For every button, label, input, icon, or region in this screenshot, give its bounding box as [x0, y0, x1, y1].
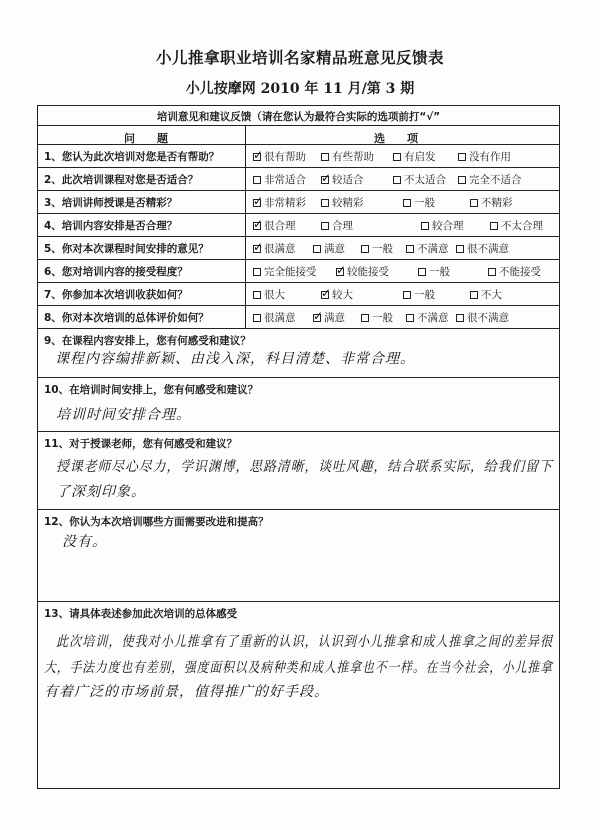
question-label: 3、培训讲师授课是否精彩？ [44, 197, 178, 209]
option-label: 一般 [429, 266, 450, 278]
question-label: 5、你对本次课程时间安排的意见？ [44, 243, 209, 255]
checked-box-icon[interactable] [321, 176, 329, 184]
checkbox-icon[interactable] [361, 245, 369, 253]
option-checkbox[interactable] [406, 241, 449, 256]
checkbox-icon[interactable] [458, 176, 466, 184]
option-label: 很大 [264, 289, 285, 301]
open-question-label: 9、在课程内容安排上，您有何感受和建议？ [44, 335, 251, 347]
option-checkbox[interactable] [313, 310, 345, 325]
option-label: 较大 [332, 289, 353, 301]
open-question-label: 12、你认为本次培训哪些方面需要改进和提高？ [44, 516, 269, 528]
checkbox-icon[interactable] [313, 245, 321, 253]
checked-box-icon[interactable] [321, 291, 329, 299]
option-checkbox[interactable] [421, 218, 464, 233]
option-checkbox[interactable] [253, 264, 317, 279]
option-label: 一般 [372, 243, 393, 255]
option-label: 一般 [372, 312, 393, 324]
option-checkbox[interactable] [313, 241, 345, 256]
handwritten-answer: 此次培训，使我对小儿推拿有了重新的认识，认识到小儿推拿和成人推拿之间的差异很 [56, 634, 554, 650]
checkbox-icon[interactable] [321, 153, 329, 161]
checked-box-icon[interactable] [336, 268, 344, 276]
option-label: 不能接受 [499, 266, 541, 278]
option-checkbox[interactable] [393, 172, 446, 187]
checked-box-icon[interactable] [253, 222, 261, 230]
option-label: 不太适合 [404, 174, 446, 186]
option-label: 很满意 [264, 243, 296, 255]
handwritten-answer: 有着广泛的市场前景，值得推广的好手段。 [44, 684, 329, 700]
option-label: 完全不适合 [469, 174, 522, 186]
checkbox-icon[interactable] [458, 153, 466, 161]
option-checkbox[interactable] [458, 149, 511, 164]
handwritten-answer: 培训时间安排合理。 [56, 407, 191, 423]
checkbox-icon[interactable] [253, 268, 261, 276]
form-title: 小儿推拿职业培训名家精品班意见反馈表 [155, 49, 444, 67]
checked-box-icon[interactable] [253, 245, 261, 253]
checkbox-icon[interactable] [490, 222, 498, 230]
checkbox-icon[interactable] [456, 245, 464, 253]
option-checkbox[interactable] [406, 310, 449, 325]
option-label: 不满意 [417, 243, 449, 255]
handwritten-answer: 没有。 [62, 534, 107, 550]
option-checkbox[interactable] [253, 149, 306, 164]
checkbox-icon[interactable] [470, 291, 478, 299]
checked-box-icon[interactable] [253, 153, 261, 161]
option-checkbox[interactable] [456, 241, 509, 256]
question-label: 1、您认为此次培训对您是否有帮助？ [44, 151, 220, 163]
option-label: 很不满意 [467, 312, 509, 324]
option-checkbox[interactable] [321, 218, 353, 233]
checkbox-icon[interactable] [421, 222, 429, 230]
column-header-question: 问 题 [124, 132, 168, 145]
option-label: 不精彩 [481, 197, 513, 209]
checkbox-icon[interactable] [393, 176, 401, 184]
feedback-table [37, 105, 560, 789]
option-label: 很满意 [264, 312, 296, 324]
question-label: 8、你对本次培训的总体评价如何？ [44, 312, 209, 324]
option-checkbox[interactable] [321, 195, 364, 210]
option-checkbox[interactable] [321, 287, 353, 302]
option-checkbox[interactable] [403, 287, 435, 302]
checkbox-icon[interactable] [418, 268, 426, 276]
checkbox-icon[interactable] [406, 314, 414, 322]
open-question-label: 10、在培训时间安排上，您有何感受和建议？ [44, 384, 259, 396]
option-checkbox[interactable] [458, 172, 522, 187]
option-label: 非常精彩 [264, 197, 306, 209]
option-label: 较合理 [432, 220, 464, 232]
option-checkbox[interactable] [488, 264, 541, 279]
option-label: 非常适合 [264, 174, 306, 186]
handwritten-answer: 授课老师尽心尽力，学识渊博，思路清晰，谈吐风趣，结合联系实际，给我们留下 [56, 459, 553, 475]
option-label: 有启发 [404, 151, 436, 163]
option-checkbox[interactable] [361, 310, 393, 325]
option-checkbox[interactable] [418, 264, 450, 279]
question-label: 2、此次培训课程对您是否适合？ [44, 174, 199, 186]
form-subtitle: 小儿按摩网 2010 年 11 月/第 3 期 [185, 81, 415, 97]
checkbox-icon[interactable] [403, 199, 411, 207]
option-checkbox[interactable] [490, 218, 543, 233]
option-checkbox[interactable] [321, 149, 374, 164]
option-checkbox[interactable] [253, 172, 306, 187]
option-checkbox[interactable] [361, 241, 393, 256]
option-checkbox[interactable] [393, 149, 436, 164]
option-label: 完全能接受 [264, 266, 317, 278]
open-question-label: 13、请具体表述参加此次培训的总体感受 [44, 608, 238, 620]
option-label: 不太合理 [501, 220, 543, 232]
checkbox-icon[interactable] [456, 314, 464, 322]
option-checkbox[interactable] [456, 310, 509, 325]
option-label: 满意 [324, 312, 345, 324]
option-checkbox[interactable] [253, 218, 296, 233]
handwritten-answer: 了深刻印象。 [56, 484, 146, 500]
option-checkbox[interactable] [321, 172, 364, 187]
checkbox-icon[interactable] [361, 314, 369, 322]
option-checkbox[interactable] [403, 195, 435, 210]
option-label: 一般 [414, 289, 435, 301]
option-checkbox[interactable] [253, 310, 296, 325]
option-checkbox[interactable] [336, 264, 389, 279]
open-question-label: 11、对于授课老师，您有何感受和建议？ [44, 438, 238, 450]
checkbox-icon[interactable] [321, 222, 329, 230]
column-header-options: 选 项 [374, 132, 418, 145]
checkbox-icon[interactable] [253, 314, 261, 322]
checkbox-icon[interactable] [470, 199, 478, 207]
handwritten-answer: 大，手法力度也有差别，强度面积以及病种类和成人推拿也不一样。在当今社会，小儿推拿 [44, 660, 553, 676]
checkbox-icon[interactable] [406, 245, 414, 253]
checkbox-icon[interactable] [321, 199, 329, 207]
handwritten-answer: 课程内容编排新颖、由浅入深，科目清楚、非常合理。 [55, 351, 415, 367]
option-label: 满意 [324, 243, 345, 255]
option-label: 较适合 [332, 174, 364, 186]
checked-box-icon[interactable] [253, 199, 261, 207]
checkbox-icon[interactable] [488, 268, 496, 276]
instruction-text: 培训意见和建议反馈（请在您认为最符合实际的选项前打“√” [156, 111, 441, 123]
option-label: 一般 [414, 197, 435, 209]
option-label: 合理 [332, 220, 353, 232]
question-label: 7、你参加本次培训收获如何？ [44, 289, 188, 301]
option-label: 很不满意 [467, 243, 509, 255]
option-label: 有些帮助 [332, 151, 374, 163]
question-label: 4、培训内容安排是否合理？ [44, 220, 178, 232]
option-checkbox[interactable] [253, 287, 285, 302]
option-checkbox[interactable] [253, 195, 306, 210]
option-checkbox[interactable] [253, 241, 296, 256]
option-checkbox[interactable] [470, 287, 502, 302]
option-label: 不满意 [417, 312, 449, 324]
checkbox-icon[interactable] [403, 291, 411, 299]
option-label: 不大 [481, 289, 502, 301]
option-checkbox[interactable] [470, 195, 513, 210]
option-label: 较能接受 [347, 266, 389, 278]
checkbox-icon[interactable] [253, 176, 261, 184]
checkbox-icon[interactable] [393, 153, 401, 161]
option-label: 很合理 [264, 220, 296, 232]
option-label: 较精彩 [332, 197, 364, 209]
checkbox-icon[interactable] [253, 291, 261, 299]
question-label: 6、您对培训内容的接受程度？ [44, 266, 188, 278]
checked-box-icon[interactable] [313, 314, 321, 322]
option-label: 没有作用 [469, 151, 511, 163]
option-label: 很有帮助 [264, 151, 306, 163]
